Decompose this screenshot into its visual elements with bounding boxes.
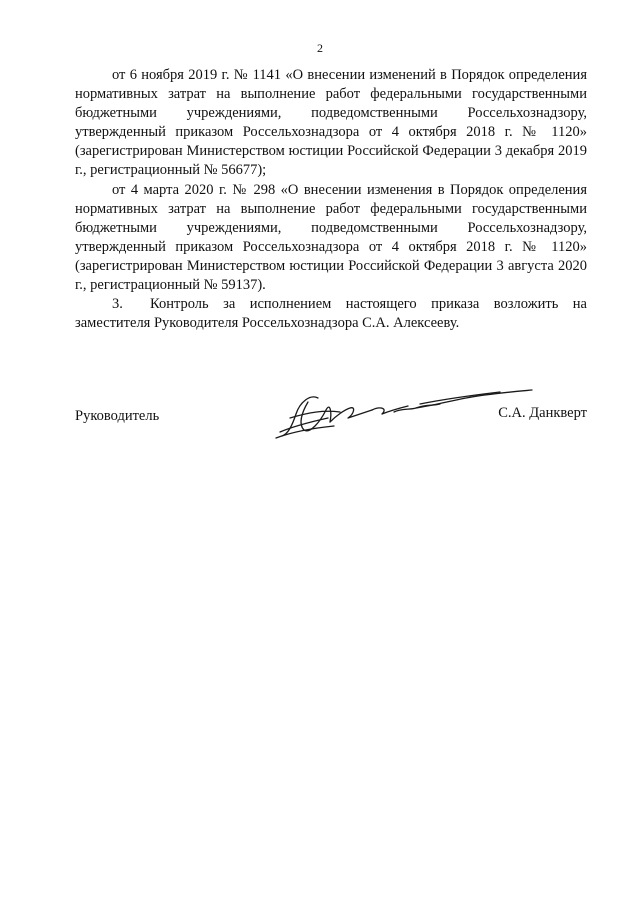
page-number: 2 — [317, 41, 323, 55]
paragraph-item-3 — [75, 295, 587, 333]
paragraph-order-1141: от 6 ноября 2019 г. № 1141 «О внесении изменений в Порядок определения нормативных затрат на выполнение работ федеральными государственными бюджетными учреждениями, подведомственными Россельхознадзору, утвержденный приказом Россельхознадзора от 4 октября 2018 г. № 1120» (зарегистрирован Министерством юстиции Российской Федерации 3 декабря 2019 г., регистрационный № 56677); — [75, 67, 587, 179]
item-text: Контроль за исполнением настоящего приказа возложить на заместителя Руководителя Россельхознадзора С.А. Алексееву. — [75, 296, 587, 332]
document-body — [75, 66, 587, 333]
signatory-name: С.А. Данкверт — [498, 405, 587, 421]
item-number: 3. — [112, 296, 123, 313]
signatory-role: Руководитель — [75, 408, 160, 424]
paragraph-order-298: от 4 марта 2020 г. № 298 «О внесении изменения в Порядок определения нормативных затрат на выполнение работ федеральными государственными бюджетными учреждениями, подведомственными Россельхознадзору, утвержденный приказом Россельхознадзора от 4 октября 2018 г. № 1120» (зарегистрирован Министерством юстиции Российской Федерации 3 августа 2020 г., регистрационный № 59137). — [75, 181, 587, 294]
